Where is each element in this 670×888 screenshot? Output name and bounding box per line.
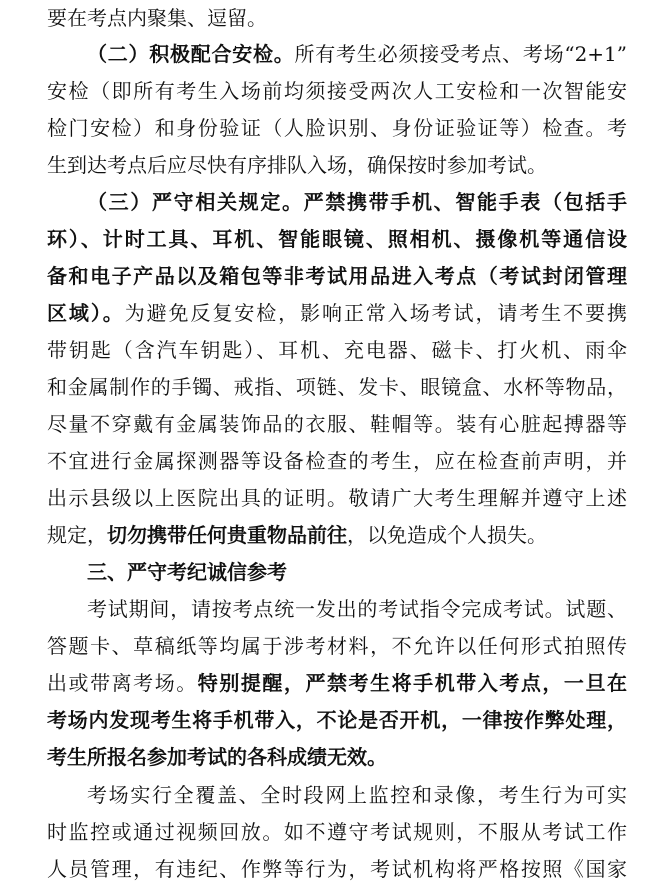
bold-text-segment: 切勿携带任何贵重物品前往 [107,523,347,547]
text-line [47,406,627,443]
text-line [47,665,627,702]
text-line [47,814,627,851]
text-line [87,554,627,591]
bold-text-segment: （二）积极配合安检。 [87,42,295,66]
text-line [47,221,627,258]
bold-text-segment: 三、严守考纪诚信参考 [87,560,287,584]
text-segment: 不宜进行金属探测器等设备检查的考生，应在检查前声明，并 [47,449,627,473]
text-line [47,147,627,184]
bold-text-segment: 特别提醒，严禁考生将手机带入考点，一旦在 [197,671,627,695]
bold-text-segment: 区域）。 [47,301,125,325]
text-segment: 人员管理，有违纪、作弊等行为，考试机构将严格按照《国家 [47,857,627,881]
text-segment: 生到达考点后应尽快有序排队入场，确保按时参加考试。 [47,153,547,177]
text-line [47,702,627,739]
text-line [87,36,627,73]
text-line [47,739,627,776]
text-segment: 所有考生必须接受考点、考场“2+1” [294,42,627,66]
text-segment: 考场实行全覆盖、全时段网上监控和录像，考生行为可实 [87,783,627,807]
text-line [47,295,627,332]
text-segment: 出或带离考场。 [47,671,198,695]
bold-text-segment: 考场内发现考生将手机带入，不论是否开机，一律按作弊处理， [47,708,627,732]
text-line [47,258,627,295]
text-segment: 出示县级以上医院出具的证明。敬请广大考生理解并遵守上述 [47,486,627,510]
bold-text-segment: 环）、计时工具、耳机、智能眼镜、照相机、摄像机等通信设 [47,227,627,251]
text-segment: 答题卡、草稿纸等均属于涉考材料，不允许以任何形式拍照传 [47,634,627,658]
text-segment: 和金属制作的手镯、戒指、项链、发卡、眼镜盒、水杯等物品， [47,375,627,399]
text-line [47,0,627,37]
text-line [47,851,627,888]
text-segment: 尽量不穿戴有金属装饰品的衣服、鞋帽等。装有心脏起搏器等 [47,412,627,436]
text-segment: 要在考点内聚集、逗留。 [47,6,267,30]
text-line [47,480,627,517]
text-segment: 安检（即所有考生入场前均须接受两次人工安检和一次智能安 [47,79,627,103]
text-line [47,369,627,406]
text-line [87,777,627,814]
text-line [47,332,627,369]
bold-text-segment: 考生所报名参加考试的各科成绩无效。 [47,745,387,769]
text-line [47,628,627,665]
text-segment: 时监控或通过视频回放。如不遵守考试规则，不服从考试工作 [47,820,627,844]
text-line [47,110,627,147]
text-segment: ，以免造成个人损失。 [347,523,547,547]
text-line [47,517,627,554]
text-segment: 检门安检）和身份验证（人脸识别、身份证验证等）检查。考 [47,116,627,140]
text-segment: 规定， [47,523,107,547]
text-line [87,591,627,628]
bold-text-segment: 备和电子产品以及箱包等非考试用品进入考点（考试封闭管理 [47,264,627,288]
text-line [87,184,627,221]
text-segment: 为避免反复安检，影响正常入场考试，请考生不要携 [124,301,627,325]
bold-text-segment: （三）严守相关规定。严禁携带手机、智能手表（包括手 [87,190,627,214]
text-line [47,73,627,110]
text-segment: 考试期间，请按考点统一发出的考试指令完成考试。试题、 [87,597,627,621]
text-segment: 带钥匙（含汽车钥匙）、耳机、充电器、磁卡、打火机、雨伞 [47,338,627,362]
text-line [47,443,627,480]
